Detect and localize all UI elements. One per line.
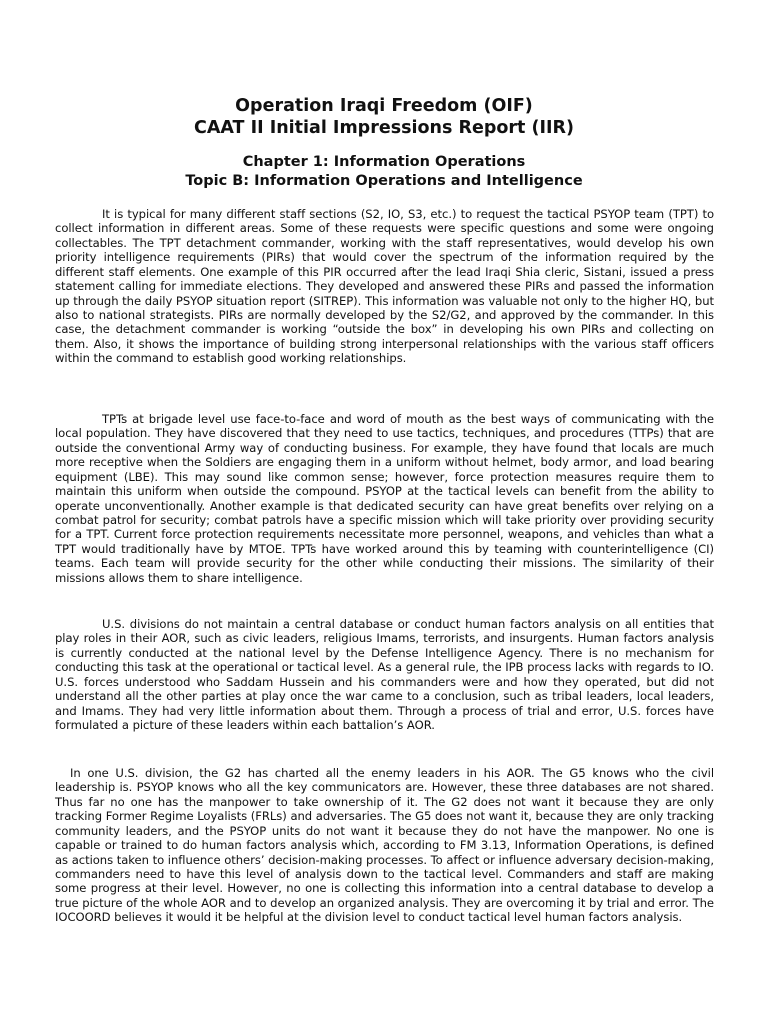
- topic-heading: Topic B: Information Operations and Intelligence: [185, 173, 583, 189]
- paragraph-1: It is typical for many different staff sections (S2, IO, S3, etc.) to request the tactical PSYOP team (TPT) to collect information in different areas. Some of these requests were specific questions and some were ongoing collectables. The TPT detachment commander, working with the staff representatives, would develop his own priority intelligence requirements (PIRs) that would cover the spectrum of the information required by the different staff elements. One example of this PIR occurred after the lead Iraqi Shia cleric, Sistani, issued a press statement calling for immediate elections. They developed and answered these PIRs and passed the information up through the daily PSYOP situation report (SITREP). This information was valuable not only to the higher HQ, but also to national strategists. PIRs are normally developed by the S2/G2, and approved by the commander. In this case, the detachment commander is working “outside the box” in developing his own PIRs and collecting on them. Also, it shows the importance of building strong interpersonal relationships with the various staff officers within the command to establish good working relationships.: [55, 207, 714, 366]
- paragraph-2: TPTs at brigade level use face-to-face and word of mouth as the best ways of communicating with the local population. They have discovered that they need to use tactics, techniques, and procedures (TTPs) that are outside the conventional Army way of conducting business. For example, they have found that locals are much more receptive when the Soldiers are engaging them in a uniform without helmet, body armor, and load bearing equipment (LBE). This may sound like common sense; however, force protection measures require them to maintain this uniform when outside the compound. PSYOP at the tactical levels can benefit from the ability to operate unconventionally. Another example is that dedicated security can have great benefits over relying on a combat patrol for security; combat patrols have a specific mission which will take priority over providing security for a TPT. Current force protection requirements necessitate more personnel, weapons, and vehicles than what a TPT would traditionally have by MTOE. TPTs have worked around this by teaming with counterintelligence (CI) teams. Each team will provide security for the other while conducting their missions. The similarity of their missions allows them to share intelligence.: [55, 412, 714, 585]
- chapter-heading: Chapter 1: Information Operations: [242, 154, 526, 170]
- document-subtitle-report: CAAT II Initial Impressions Report (IIR): [193, 118, 575, 138]
- paragraph-4: In one U.S. division, the G2 has charted all the enemy leaders in his AOR. The G5 knows who the civil leadership is. PSYOP knows who all the key communicators are. However, these three databases are not shared. Thus far no one has the manpower to take ownership of it. The G2 does not want it because they are only tracking Former Regime Loyalists (FRLs) and adversaries. The G5 does not want it, because they are only tracking community leaders, and the PSYOP units do not want it because they do not have the manpower. No one is capable or trained to do human factors analysis which, according to FM 3.13, Information Operations, is defined as actions taken to influence others’ decision-making processes. To affect or influence adversary decision-making, commanders need to have this level of analysis down to the tactical level. Commanders and staff are making some progress at their level. However, no one is collecting this information into a central database to develop a true picture of the whole AOR and to develop an organized analysis. They are overcoming it by trial and error. The IOCOORD believes it would it be helpful at the division level to conduct tactical level human factors analysis.: [55, 766, 714, 925]
- paragraph-3: U.S. divisions do not maintain a central database or conduct human factors analysis on all entities that play roles in their AOR, such as civic leaders, religious Imams, terrorists, and insurgents. Human factors analysis is currently conducted at the national level by the Defense Intelligence Agency. There is no mechanism for conducting this task at the operational or tactical level. As a general rule, the IPB process lacks with regards to IO. U.S. forces understood who Saddam Hussein and his commanders were and how they operated, but did not understand all the other parties at play once the war came to a conclusion, such as tribal leaders, local leaders, and Imams. They had very little information about them. Through a process of trial and error, U.S. forces have formulated a picture of these leaders within each battalion’s AOR.: [55, 617, 714, 732]
- document-title: Operation Iraqi Freedom (OIF): [235, 96, 533, 116]
